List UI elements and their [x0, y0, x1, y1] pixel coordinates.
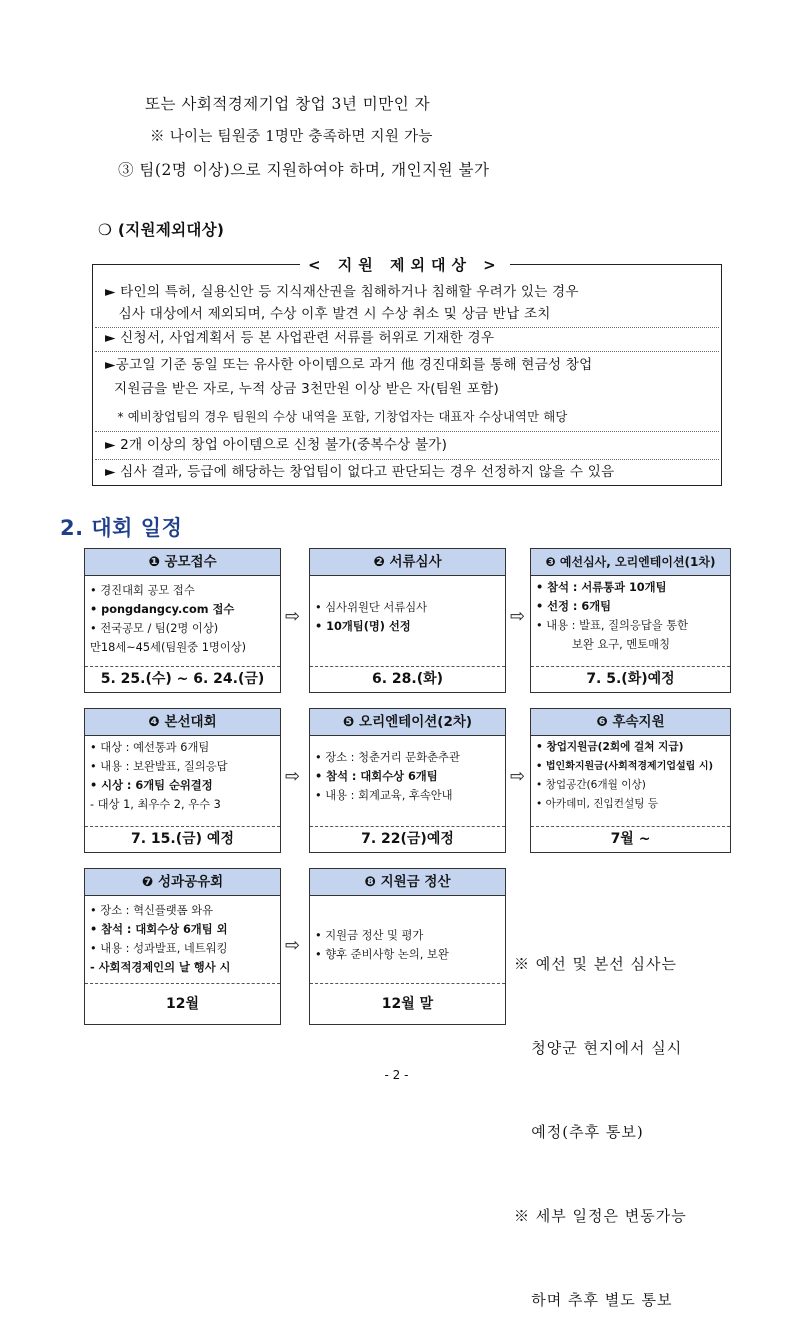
- card-line: • 창업지원금(2회에 걸쳐 지급): [536, 741, 684, 753]
- exclusion-item: ► 2개 이상의 창업 아이템으로 신청 불가(중복수상 불가): [105, 437, 448, 453]
- card-date: 7. 22(금)예정: [310, 826, 505, 852]
- note-line: 예정(추후 통보): [514, 1123, 644, 1141]
- note-line: ※ 세부 일정은 변동가능: [514, 1207, 687, 1225]
- divider: [95, 431, 719, 432]
- exclusion-box: [92, 264, 722, 486]
- card-line: • 내용 : 회계교육, 후속안내: [315, 789, 453, 802]
- card-line: - 대상 1, 최우수 2, 우수 3: [90, 798, 221, 811]
- arrow-right-icon: ⇨: [285, 935, 301, 956]
- arrow-right-icon: ⇨: [510, 766, 526, 787]
- card-title: ❶ 공모접수: [85, 549, 280, 576]
- schedule-card-1: [84, 548, 281, 693]
- arrow-right-icon: ⇨: [285, 766, 301, 787]
- card-title: ❺ 오리엔테이션(2차): [310, 709, 505, 736]
- page-number: - 2 -: [384, 1068, 409, 1082]
- card-line: • 참석 : 대회수상 6개팀: [315, 770, 438, 783]
- card-line: • pongdangcy.com 접수: [90, 603, 235, 616]
- card-line: • 전국공모 / 팀(2명 이상): [90, 622, 219, 635]
- note-line: 하며 추후 별도 통보: [514, 1291, 673, 1309]
- card-line: • 시상 : 6개팀 순위결정: [90, 779, 213, 792]
- card-title: ❼ 성과공유회: [85, 869, 280, 896]
- note-line: 청양군 현지에서 실시: [514, 1039, 683, 1057]
- exclusion-item: 지원금을 받은 자로, 누적 상금 3천만원 이상 받은 자(팀원 포함): [105, 381, 500, 397]
- card-line: • 법인화지원금(사회적경제기업설립 시): [536, 761, 714, 772]
- card-date: 7. 15.(금) 예정: [85, 826, 280, 852]
- exclusion-item: ► 신청서, 사업계획서 등 본 사업관련 서류를 허위로 기재한 경우: [105, 330, 495, 346]
- schedule-section-title: 2. 대회 일정: [60, 516, 183, 540]
- card-date: 6. 28.(화): [310, 666, 505, 692]
- intro-line-1: 또는 사회적경제기업 창업 3년 미만인 자: [145, 95, 431, 113]
- exclusion-item: 심사 대상에서 제외되며, 수상 이후 발견 시 수상 취소 및 상금 반납 조치: [105, 306, 551, 322]
- divider: [95, 459, 719, 460]
- card-line: • 내용 : 성과발표, 네트워킹: [90, 942, 228, 955]
- card-line: • 장소 : 청춘거리 문화춘추관: [315, 751, 460, 764]
- card-line: • 10개팀(명) 선정: [315, 620, 411, 633]
- schedule-card-7: [84, 868, 281, 1025]
- schedule-notes: [514, 894, 687, 1342]
- schedule-card-3: [530, 548, 731, 693]
- exclusion-box-title: < 지원 제외대상 >: [300, 254, 510, 275]
- card-date: 7. 5.(화)예정: [531, 666, 730, 692]
- card-line: • 경진대회 공모 접수: [90, 584, 195, 597]
- note-line: ※ 예선 및 본선 심사는: [514, 955, 677, 973]
- card-line: • 장소 : 혁신플랫폼 와유: [90, 904, 214, 917]
- card-line: • 참석 : 대회수상 6개팀 외: [90, 923, 228, 936]
- card-line: 보완 요구, 멘토매칭: [536, 638, 670, 651]
- schedule-card-5: [309, 708, 506, 853]
- card-title: ❽ 지원금 정산: [310, 869, 505, 896]
- card-line: • 선정 : 6개팀: [536, 600, 612, 613]
- card-line: • 아카데미, 진입컨설팅 등: [536, 798, 659, 810]
- card-line: • 심사위원단 서류심사: [315, 601, 428, 614]
- intro-line-2: ※ 나이는 팀원중 1명만 충족하면 지원 가능: [150, 129, 433, 145]
- card-title: ❷ 서류심사: [310, 549, 505, 576]
- exclusion-item: ►공고일 기준 동일 또는 유사한 아이템으로 과거 他 경진대회를 통해 현금성 창업: [105, 357, 593, 373]
- card-line: • 내용 : 발표, 질의응답을 통한: [536, 619, 689, 632]
- arrow-right-icon: ⇨: [510, 606, 526, 627]
- exclusion-section-title: ❍ (지원제외대상): [98, 221, 225, 239]
- intro-line-3: ③ 팀(2명 이상)으로 지원하여야 하며, 개인지원 불가: [118, 161, 490, 179]
- exclusion-note: * 예비창업팀의 경우 팀원의 수상 내역을 포함, 기창업자는 대표자 수상내역만 해당: [105, 410, 568, 424]
- exclusion-item: ► 심사 결과, 등급에 해당하는 창업팀이 없다고 판단되는 경우 선정하지 않을 수 있음: [105, 464, 615, 480]
- card-title: ❸ 예선심사, 오리엔테이션(1차): [531, 549, 730, 576]
- card-line: - 사회적경제인의 날 행사 시: [90, 961, 231, 974]
- card-date: 12월 말: [310, 983, 505, 1024]
- divider: [95, 351, 719, 352]
- card-title: ❹ 본선대회: [85, 709, 280, 736]
- schedule-card-2: [309, 548, 506, 693]
- card-title: ❻ 후속지원: [531, 709, 730, 736]
- exclusion-item: ► 타인의 특허, 실용신안 등 지식재산권을 침해하거나 침해할 우려가 있는 경우: [105, 284, 579, 300]
- card-line: • 참석 : 서류통과 10개팀: [536, 581, 667, 594]
- card-line: • 향후 준비사항 논의, 보완: [315, 948, 449, 961]
- arrow-right-icon: ⇨: [285, 606, 301, 627]
- card-line: • 내용 : 보완발표, 질의응답: [90, 760, 228, 773]
- schedule-card-8: [309, 868, 506, 1025]
- card-line: • 지원금 정산 및 평가: [315, 929, 424, 942]
- card-date: 7월 ~: [531, 826, 730, 852]
- schedule-card-6: [530, 708, 731, 853]
- card-date: 12월: [85, 983, 280, 1024]
- card-line: 만18세~45세(팀원중 1명이상): [90, 641, 247, 654]
- schedule-card-4: [84, 708, 281, 853]
- card-date: 5. 25.(수) ~ 6. 24.(금): [85, 666, 280, 692]
- card-line: • 대상 : 예선통과 6개팀: [90, 741, 210, 754]
- card-line: • 창업공간(6개월 이상): [536, 779, 646, 791]
